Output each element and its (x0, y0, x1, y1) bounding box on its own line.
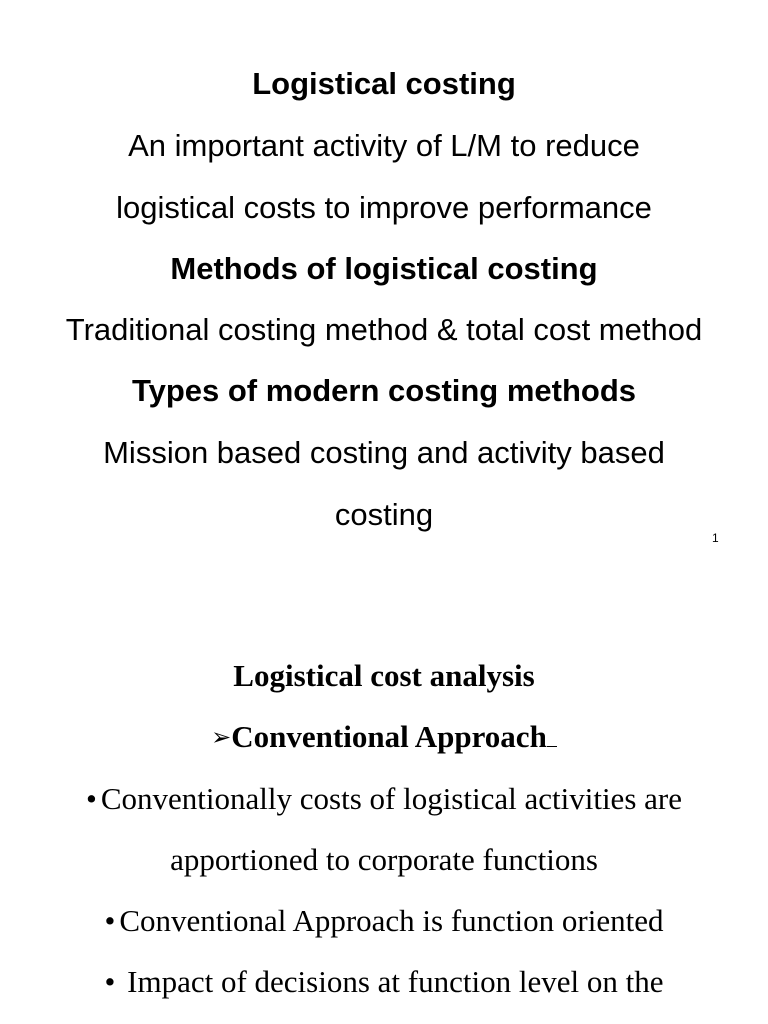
slide-1-title: Logistical costing (252, 66, 516, 101)
bullet-1-line-1 (0, 783, 768, 814)
bullet-1-text: Conventionally costs of logistical activities are (100, 781, 682, 816)
slide-2 (0, 640, 768, 1024)
methods-heading: Methods of logistical costing (170, 251, 598, 286)
conventional-approach-label: Conventional Approach (231, 719, 547, 754)
types-line-1: Mission based costing and activity based (103, 435, 665, 470)
bullet-1-line-2: apportioned to corporate functions (170, 842, 598, 877)
intro-line-1: An important activity of L/M to reduce (128, 128, 640, 163)
bullet-3-line-1 (0, 966, 768, 997)
intro-line-2: logistical costs to improve performance (116, 190, 652, 225)
bullet-2-text: Conventional Approach is function oriented (119, 903, 664, 938)
bullet-dot-icon: • (86, 781, 97, 816)
slide-2-title: Logistical cost analysis (233, 658, 535, 693)
bullet-3-text: Impact of decisions at function level on the (119, 964, 664, 999)
arrow-bullet-icon: ➢ (211, 723, 232, 751)
methods-text: Traditional costing method & total cost method (65, 312, 703, 347)
types-heading: Types of modern costing methods (131, 373, 637, 408)
bullet-2 (0, 905, 768, 936)
bullet-dot-icon: • (104, 964, 116, 999)
types-line-2: costing (334, 497, 434, 532)
page-number: 1 (712, 531, 719, 545)
underline-mark (547, 722, 557, 747)
conventional-approach-heading (0, 721, 768, 752)
bullet-dot-icon: • (104, 903, 116, 938)
